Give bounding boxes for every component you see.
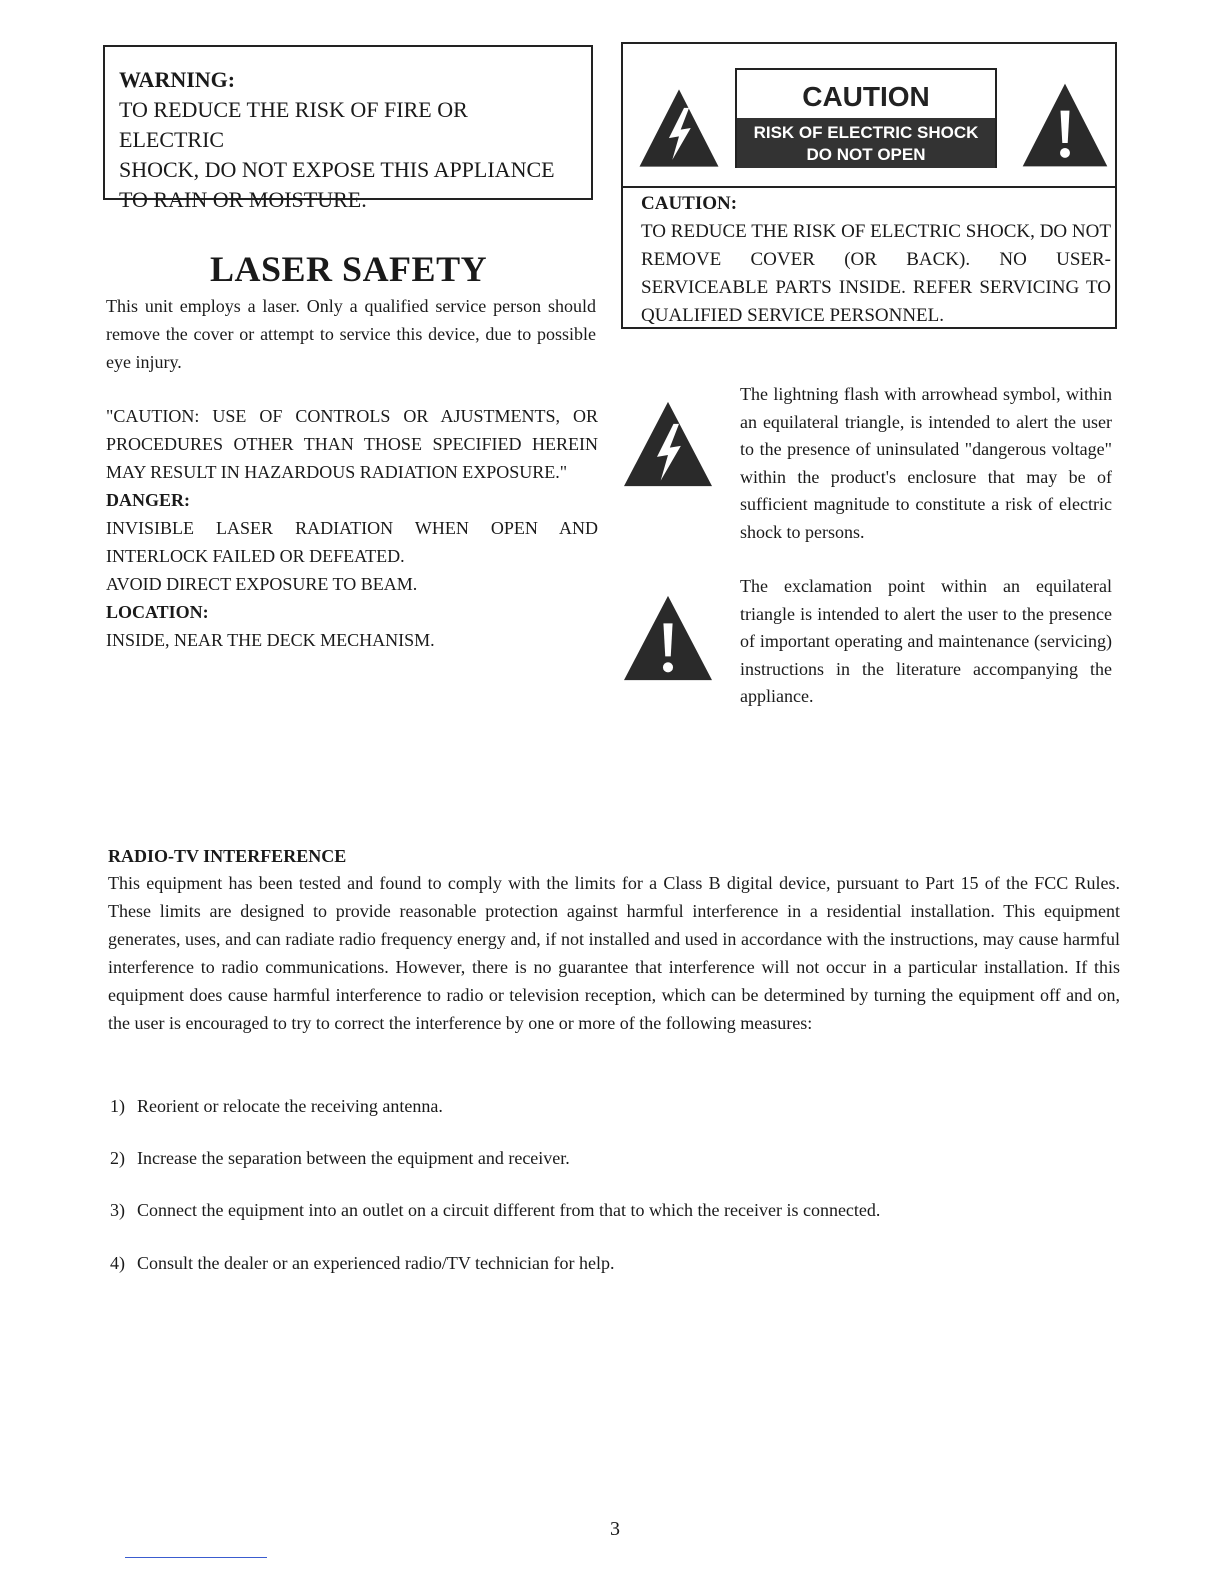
exclamation-triangle-icon xyxy=(1020,80,1110,170)
lightning-triangle-icon xyxy=(622,400,714,488)
caution-title: CAUTION: xyxy=(641,193,738,214)
lightning-triangle-icon xyxy=(637,86,721,170)
caution-box xyxy=(621,42,1117,329)
caution-label-line: DO NOT OPEN xyxy=(806,145,926,164)
laser-intro: This unit employs a laser. Only a qualified service person should remove the cover or attempt to service this device, due to possible eye injury. xyxy=(106,296,596,372)
location-label: LOCATION: xyxy=(106,602,209,622)
measure-item xyxy=(110,1251,614,1275)
warning-line: TO REDUCE THE RISK OF FIRE OR ELECTRIC xyxy=(119,97,468,152)
measure-number: 1) xyxy=(110,1096,125,1116)
measure-number: 2) xyxy=(110,1148,125,1168)
caution-label xyxy=(735,68,997,168)
measure-number: 4) xyxy=(110,1253,125,1273)
measure-text: Reorient or relocate the receiving antenna. xyxy=(137,1096,443,1116)
laser-warnings xyxy=(106,402,598,654)
measure-item xyxy=(110,1146,570,1170)
radio-tv-title: RADIO-TV INTERFERENCE xyxy=(108,846,347,866)
warning-box xyxy=(103,45,593,212)
caution-label-head: CAUTION xyxy=(802,81,930,112)
warning-title: WARNING: xyxy=(119,67,236,92)
caution-label-body xyxy=(737,118,995,168)
measure-text: Consult the dealer or an experienced radio/TV technician for help. xyxy=(137,1253,615,1273)
warning-line: SHOCK, DO NOT EXPOSE THIS APPLIANCE xyxy=(119,157,555,182)
measure-item xyxy=(110,1198,880,1222)
danger-text-2: AVOID DIRECT EXPOSURE TO BEAM. xyxy=(106,574,418,594)
laser-caution-text: "CAUTION: USE OF CONTROLS OR AJUSTMENTS, OR PROCEDURES OTHER THAN THOSE SPECIFIED HEREIN MAY RESULT IN HAZARDOUS RADIATION EXPOSURE." xyxy=(106,406,598,482)
measure-number: 3) xyxy=(110,1200,125,1220)
laser-safety-title: LASER SAFETY xyxy=(210,249,488,289)
measure-text: Increase the separation between the equipment and receiver. xyxy=(137,1148,570,1168)
radio-tv-body: This equipment has been tested and found to comply with the limits for a Class B digital device, pursuant to Part 15 of the FCC Rules. These limits are designed to provide reasonable protection against harmful interference in a residential installation. This equipment generates, uses, and can radiate radio frequency energy and, if not installed and used in accordance with the instructions, may cause harmful interference to radio communications. However, there is no guarantee that interference will not occur in a particular installation. If this equipment does cause harmful interference to radio or television reception, which can be determined by turning the equipment off and on, the user is encouraged to try to correct the interference by one or more of the following measures: xyxy=(108,873,1120,1033)
footer-link-line xyxy=(125,1557,267,1558)
caution-label-area xyxy=(623,44,1115,188)
caution-label-line: RISK OF ELECTRIC SHOCK xyxy=(753,123,979,142)
danger-text: INVISIBLE LASER RADIATION WHEN OPEN AND INTERLOCK FAILED OR DEFEATED. xyxy=(106,518,598,566)
exclamation-symbol-text: The exclamation point within an equilateral triangle is intended to alert the user to the presence of important operating and maintenance (servicing) instructions in the literature accompanying the appliance. xyxy=(740,576,1112,706)
warning-line: TO RAIN OR MOISTURE. xyxy=(119,187,367,212)
lightning-symbol-text: The lightning flash with arrowhead symbol, within an equilateral triangle, is intended to alert the user to the presence of uninsulated "dangerous voltage" within the product's enclosure that may be of sufficient magnitude to constitute a risk of electric shock to persons. xyxy=(740,384,1112,542)
measure-text: Connect the equipment into an outlet on a circuit different from that to which the receiver is connected. xyxy=(137,1200,881,1220)
exclamation-triangle-icon xyxy=(622,594,714,682)
caution-body: TO REDUCE THE RISK OF ELECTRIC SHOCK, DO NOT REMOVE COVER (OR BACK). NO USER-SERVICEABLE PARTS INSIDE. REFER SERVICING TO QUALIFIED SERVICE PERSONNEL. xyxy=(641,221,1111,326)
location-text: INSIDE, NEAR THE DECK MECHANISM. xyxy=(106,630,435,650)
danger-label: DANGER: xyxy=(106,490,190,510)
measure-item xyxy=(110,1094,443,1118)
caution-text xyxy=(641,190,1111,330)
page-number: 3 xyxy=(610,1518,620,1540)
